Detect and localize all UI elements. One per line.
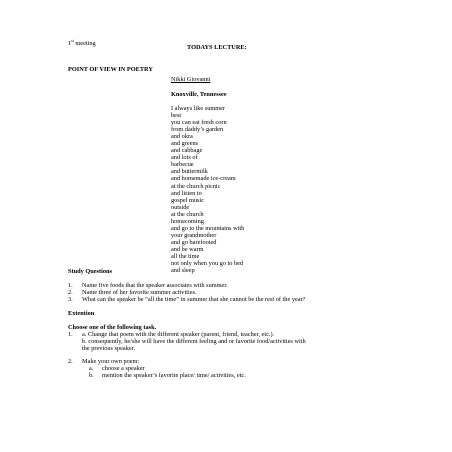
poem-title: Knoxville, Tennessee xyxy=(171,91,227,98)
poem-line: and lots of xyxy=(171,154,198,162)
extension-instruction: Choose one of the following task. xyxy=(68,324,157,331)
poem-line: and homemade ice-cream xyxy=(171,175,236,183)
poem-line: outside xyxy=(171,203,190,211)
poem-line: and buttermilk xyxy=(171,168,208,176)
poem-line: not only when you go to bed xyxy=(171,260,244,268)
lecture-title: TODAYS LECTURE: xyxy=(187,44,247,51)
section-title: POINT OF VIEW IN POETRY xyxy=(68,66,153,73)
poem-line: you can eat fresh corn xyxy=(171,119,227,127)
study-questions-list xyxy=(68,282,448,304)
extension-heading: Extention xyxy=(68,310,95,317)
poem-line: barbecue xyxy=(171,161,194,169)
poem-line: and listen to xyxy=(171,189,202,197)
poem-line: all the time xyxy=(171,252,200,260)
poem-author: Nikki Giovanni xyxy=(171,76,211,83)
list-item: 1. Name five foods that the speaker associates with summer. xyxy=(68,282,228,289)
study-questions-heading: Study Questions xyxy=(68,268,112,275)
list-item: 3. What can the speaker be “all the time” in summer that she cannot be the rest of the year? xyxy=(68,296,306,304)
list-item: b. mention the speaker’s favorite place/ time/ activities, etc. xyxy=(89,372,246,380)
poem-line: and sleep xyxy=(171,267,195,275)
list-item: a. choose a speaker xyxy=(89,365,145,373)
poem-line: at the church picnic xyxy=(171,182,221,190)
poem-line: your grandmother xyxy=(171,231,217,239)
poem-line: homecoming xyxy=(171,217,204,225)
meeting-label: 1st meeting xyxy=(68,37,96,47)
poem-line: and greens xyxy=(171,140,199,148)
poem-line: I always like summer xyxy=(171,105,226,112)
poem-line: from daddy’s garden xyxy=(171,126,224,134)
poem-line: at the church xyxy=(171,210,204,218)
poem-line: and okra xyxy=(171,133,193,141)
extension-task-1: 1. a. Change that poem with the different speaker (parent, friend, teacher, etc.). b. consequently, he/she will have the different feeling and or favorite food/activities with the previous speaker. xyxy=(68,331,306,353)
poem-line: best xyxy=(171,112,182,120)
list-item: 2. Name three of her favorite summer activities. xyxy=(68,289,197,297)
poem-line: gospel music xyxy=(171,196,205,204)
poem-line: and cabbage xyxy=(171,147,203,155)
poem-line: and go barefooted xyxy=(171,238,217,246)
poem-line: and go to the mountains with xyxy=(171,224,245,232)
poem-body xyxy=(171,105,244,274)
poem-line: and be warm xyxy=(171,245,204,253)
extension-task-2: 2. Make your own poem: a. choose a speaker b. mention the speaker’s favorite place/ time/ activities, etc. xyxy=(68,358,448,380)
